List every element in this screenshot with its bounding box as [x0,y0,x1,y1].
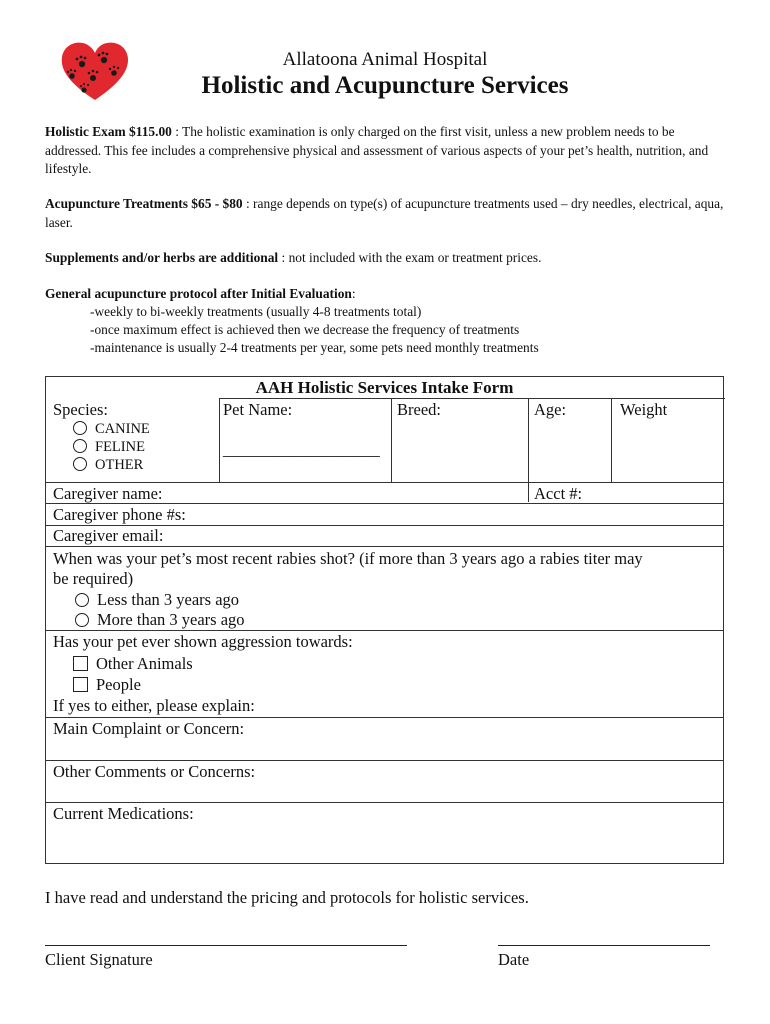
option-label: CANINE [95,421,150,437]
column-divider [528,398,529,502]
option-label: OTHER [95,457,144,473]
other-comments-label: Other Comments or Concerns: [53,762,256,781]
pet-name-label: Pet Name: [223,400,293,419]
page-title: Holistic and Acupuncture Services [201,72,569,99]
signature-label: Client Signature [45,950,153,969]
heart-pawprints-icon [60,40,130,102]
column-divider [219,398,220,482]
intake-form [45,376,724,864]
row-divider [46,630,723,631]
protocol-colon: : [351,286,356,301]
date-label: Date [498,950,530,969]
header-divider [219,398,725,399]
supplements-paragraph [45,249,730,268]
option-label: People [96,675,141,694]
checkbox-icon[interactable] [73,677,88,692]
radio-icon[interactable] [73,457,87,471]
main-complaint-label: Main Complaint or Concern: [53,719,245,738]
species-option-feline[interactable] [73,438,145,456]
caregiver-phone-label: Caregiver phone #s: [53,505,186,524]
aggression-option-people[interactable] [73,675,141,695]
option-label: Less than 3 years ago [97,590,240,609]
acupuncture-paragraph [45,195,730,232]
exam-text: : The holistic examination is only charged on the first visit, unless a new problem needs to be addressed. This fee includes a comprehensive physical and assessment of various aspects of your pet’s health, nutrition, and lifestyle. [45,124,709,176]
protocol-item: -maintenance is usually 2-4 treatments per year, some pets need monthly treatments [90,340,539,355]
protocol-label: General acupuncture protocol after Initial Evaluation [45,286,352,301]
radio-icon[interactable] [75,613,89,627]
exam-paragraph [45,123,730,179]
supplements-text: : not included with the exam or treatment prices. [278,250,542,265]
acknowledgement-text: I have read and understand the pricing and protocols for holistic services. [45,888,529,907]
row-divider [46,760,723,761]
supplements-label: Supplements and/or herbs are additional [45,250,279,265]
species-option-other[interactable] [73,456,143,474]
weight-label: Weight [620,400,668,419]
current-medications-label: Current Medications: [53,804,194,823]
rabies-option-less[interactable] [75,590,239,610]
option-label: More than 3 years ago [97,610,245,629]
acupuncture-label: Acupuncture Treatments $65 - $80 [45,196,243,211]
acct-label: Acct #: [534,484,583,503]
row-divider [46,802,723,803]
explain-label: If yes to either, please explain: [53,696,255,715]
signature-line[interactable] [45,945,407,946]
species-label: Species: [53,400,108,419]
radio-icon[interactable] [75,593,89,607]
radio-icon[interactable] [73,421,87,435]
protocol-heading [45,285,730,304]
pet-name-field[interactable]: ___________________ [223,440,380,459]
caregiver-email-label: Caregiver email: [53,526,164,545]
hospital-logo [60,40,130,102]
option-label: FELINE [95,439,145,455]
rabies-option-more[interactable] [75,610,245,630]
option-label: Other Animals [96,654,193,673]
rabies-question-cont: be required) [53,569,134,588]
checkbox-icon[interactable] [73,656,88,671]
protocol-item: -weekly to bi-weekly treatments (usually 4-8 treatments total) [90,304,422,319]
column-divider [611,398,612,482]
row-divider [46,546,723,547]
caregiver-name-label: Caregiver name: [53,484,163,503]
protocol-item: -once maximum effect is achieved then we decrease the frequency of treatments [90,322,520,337]
aggression-question: Has your pet ever shown aggression towards: [53,632,353,651]
hospital-name: Allatoona Animal Hospital [282,49,488,70]
acupuncture-text: : range depends on type(s) of acupuncture treatments used – dry needles, electrical, aqua, laser. [45,196,724,230]
column-divider [391,398,392,482]
species-option-canine[interactable] [73,420,150,438]
date-line[interactable] [498,945,710,946]
row-divider [46,717,723,718]
form-title: AAH Holistic Services Intake Form [255,378,514,397]
rabies-question: When was your pet’s most recent rabies shot? (if more than 3 years ago a rabies titer may [53,549,643,568]
row-divider [46,482,723,483]
radio-icon[interactable] [73,439,87,453]
exam-label: Holistic Exam $115.00 [45,124,172,139]
age-label: Age: [534,400,567,419]
aggression-option-animals[interactable] [73,654,193,674]
breed-label: Breed: [397,400,441,419]
